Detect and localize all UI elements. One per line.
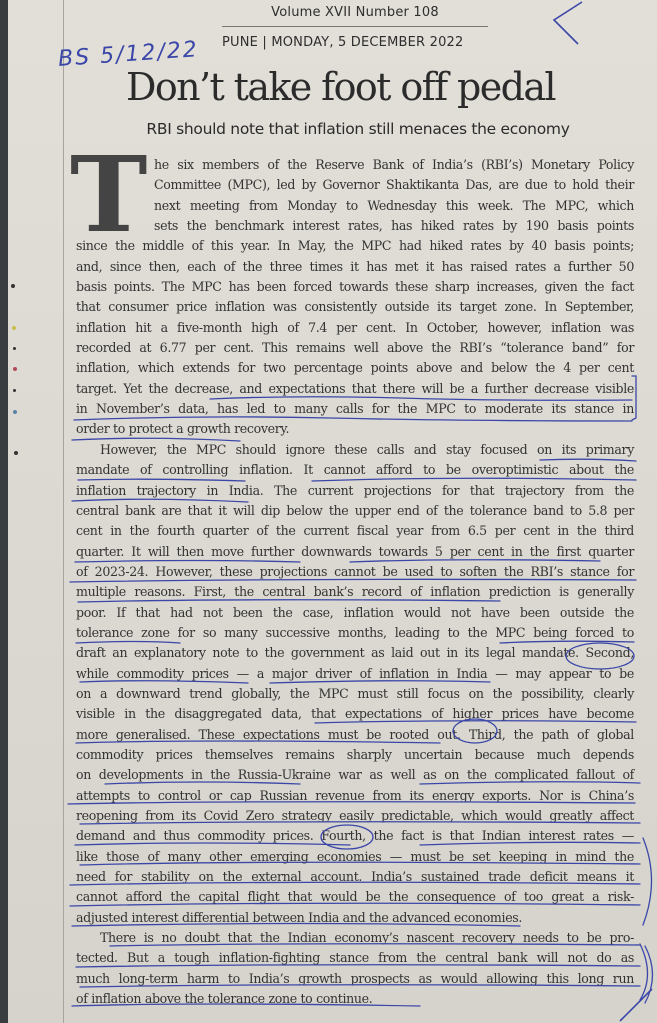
article-line: while commodity prices — a major driver of inflation in India — may appear to be: [76, 665, 634, 681]
article-line: basis points. The MPC has been forced towards these sharp increases, given the fact: [76, 279, 634, 295]
article-line: much long-term harm to India’s growth prospects as would allowing this long run: [76, 970, 634, 986]
article-line: need for stability on the external account. India’s sustained trade deficit means it: [76, 869, 634, 885]
margin-dot: [13, 389, 16, 392]
margin-dot: [13, 410, 17, 414]
article-line: visible in the disaggregated data, that expectations of higher prices have become: [76, 706, 634, 722]
article-line: central bank are that it will dip below the upper end of the tolerance band to 5.8 per: [76, 502, 634, 518]
article-line: like those of many other emerging economies — must be set keeping in mind the: [76, 848, 634, 864]
margin-dot: [11, 284, 15, 288]
article-line: on developments in the Russia-Ukraine war as well as on the complicated fallout of: [76, 767, 634, 783]
article-line: multiple reasons. First, the central bank’s record of inflation prediction is generally: [76, 584, 634, 600]
article-line: cent in the fourth quarter of the current fiscal year from 6.5 per cent in the third: [76, 523, 634, 539]
pen-mark-icon: [618, 985, 654, 1023]
article-line: of inflation above the tolerance zone to continue.: [76, 991, 373, 1007]
dateline: PUNE | MONDAY, 5 DECEMBER 2022: [222, 35, 464, 50]
column-rule: [63, 0, 64, 1023]
handwritten-annotation: BS 5/12/22: [57, 37, 200, 72]
article-line: inflation hit a five-month high of 7.4 per cent. In October, however, inflation was: [76, 319, 634, 335]
article-line: cannot afford the capital flight that would be the consequence of too great a risk-: [76, 889, 634, 905]
article-line: on a downward trend globally, the MPC must still focus on the possibility, clearly: [76, 685, 634, 701]
article-line: more generalised. These expectations must be rooted out. Third, the path of global: [76, 726, 634, 742]
article-line: in November’s data, has led to many calls for the MPC to moderate its stance in: [76, 401, 634, 417]
article-line: sets the benchmark interest rates, has hiked rates by 190 basis points: [154, 218, 634, 234]
headline: Don’t take foot off pedal: [126, 65, 555, 109]
volume-number: Volume XVII Number 108: [271, 5, 439, 20]
article-line: poor. If that had not been the case, inflation would not have been outside the: [76, 604, 634, 620]
article-line: demand and thus commodity prices. Fourth, the fact is that Indian interest rates —: [76, 828, 634, 844]
pen-mark-icon: [548, 0, 588, 50]
article-line: inflation, which extends for two percentage points above and below the 4 per cent: [76, 360, 634, 376]
article-line: mandate of controlling inflation. It cannot afford to be overoptimistic about the: [76, 462, 634, 478]
margin-dot: [12, 326, 16, 330]
article-line: Committee (MPC), led by Governor Shaktikanta Das, are due to hold their: [154, 177, 634, 193]
margin-dot: [13, 367, 17, 371]
article-line: since the middle of this year. In May, the MPC had hiked rates by 40 basis points;: [76, 238, 634, 254]
article-line: he six members of the Reserve Bank of India’s (RBI’s) Monetary Policy: [154, 157, 634, 172]
article-line: order to protect a growth recovery.: [76, 421, 290, 437]
subheadline: RBI should note that inflation still menaces the economy: [146, 120, 570, 138]
margin-dot: [13, 347, 16, 350]
article-line: and, since then, each of the three times it has met it has raised rates a further 50: [76, 258, 634, 274]
article-line: that consumer price inflation was consistently outside its target zone. In September,: [76, 299, 634, 315]
article-line: tected. But a tough inflation-fighting stance from the central bank will not do as: [76, 950, 634, 966]
article-line: of 2023-24. However, these projections cannot be used to soften the RBI’s stance for: [76, 563, 634, 579]
article-line: commodity prices themselves remains sharply uncertain because much depends: [76, 746, 634, 762]
article-line: recorded at 6.77 per cent. This remains well above the RBI’s “tolerance band” for: [76, 340, 634, 356]
article-line: adjusted interest differential between India and the advanced economies.: [76, 909, 523, 925]
article-line: inflation trajectory in India. The current projections for that trajectory from the: [76, 482, 634, 498]
article-line: There is no doubt that the Indian economy’s nascent recovery needs to be pro-: [100, 930, 634, 946]
article-line: target. Yet the decrease, and expectations that there will be a further decrease visible: [76, 380, 634, 396]
article-line: However, the MPC should ignore these calls and stay focused on its primary: [100, 441, 634, 457]
article-line: attempts to control or cap Russian revenue from its energy exports. Nor is China’s: [76, 787, 634, 803]
article-line: quarter. It will then move further downwards towards 5 per cent in the first quarter: [76, 543, 634, 559]
article-line: tolerance zone for so many successive months, leading to the MPC being forced to: [76, 624, 634, 640]
article-line: next meeting from Monday to Wednesday this week. The MPC, which: [154, 197, 634, 213]
masthead-divider: [222, 26, 488, 27]
article-body: [76, 155, 634, 1009]
margin-dot: [14, 451, 18, 455]
drop-cap: T: [70, 133, 148, 256]
article-line: draft an explanatory note to the government as laid out in its legal mandate. Second,: [76, 645, 634, 661]
article-line: reopening from its Covid Zero strategy easily predictable, which would greatly affect: [76, 808, 634, 823]
background-edge: [0, 0, 8, 1023]
